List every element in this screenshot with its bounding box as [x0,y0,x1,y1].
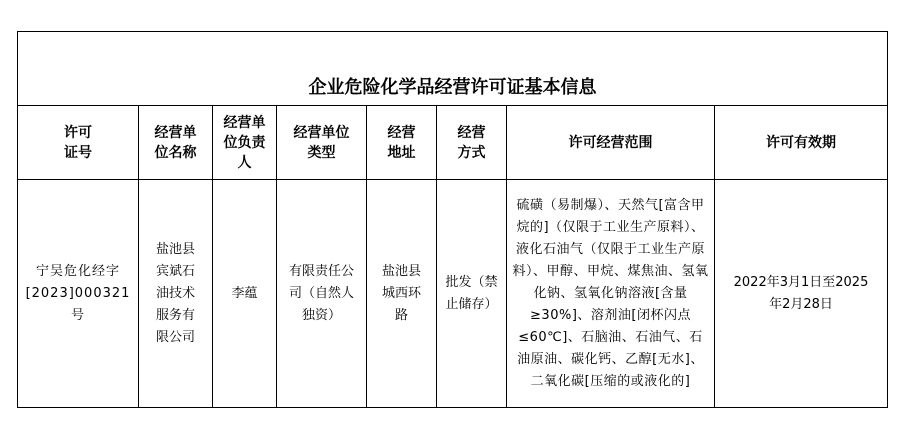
cell-scope: 硫磺（易制爆）、天然气[富含甲烷的]（仅限于工业生产原料）、液化石油气（仅限于工业生产原料）、甲醇、甲烷、煤焦油、氢氧化钠、氢氧化钠溶液[含量≥30%]、溶剂油[闭杯闪点≤60℃]、石脑油、石油气、石油原油、碳化钙、乙醇[无水]、二氧化碳[压缩的或液化的] [507,180,715,408]
header-license-no: 许可证号 [18,106,139,180]
table-row [18,180,888,408]
header-business-mode: 经营方式 [437,106,507,180]
document-title: 企业危险化学品经营许可证基本信息 [308,77,597,98]
header-company-type: 经营单位类型 [277,106,367,180]
cell-person-in-charge: 李蕴 [213,180,277,408]
header-validity: 许可有效期 [715,106,888,180]
cell-business-mode: 批发（禁止储存） [437,180,507,408]
cell-address: 盐池县城西环路 [367,180,437,408]
header-address: 经营地址 [367,106,437,180]
license-info-table [17,31,888,408]
cell-validity: 2022年3月1日至2025年2月28日 [715,180,888,408]
cell-company-name: 盐池县宾斌石油技术服务有限公司 [139,180,213,408]
header-scope: 许可经营范围 [507,106,715,180]
table-title-cell [18,32,888,106]
cell-company-type: 有限责任公司（自然人独资） [277,180,367,408]
cell-license-no: 宁吴危化经字[2023]000321号 [18,180,139,408]
header-row [18,106,888,180]
header-company-name: 经营单位名称 [139,106,213,180]
header-person-in-charge: 经营单位负责人 [213,106,277,180]
